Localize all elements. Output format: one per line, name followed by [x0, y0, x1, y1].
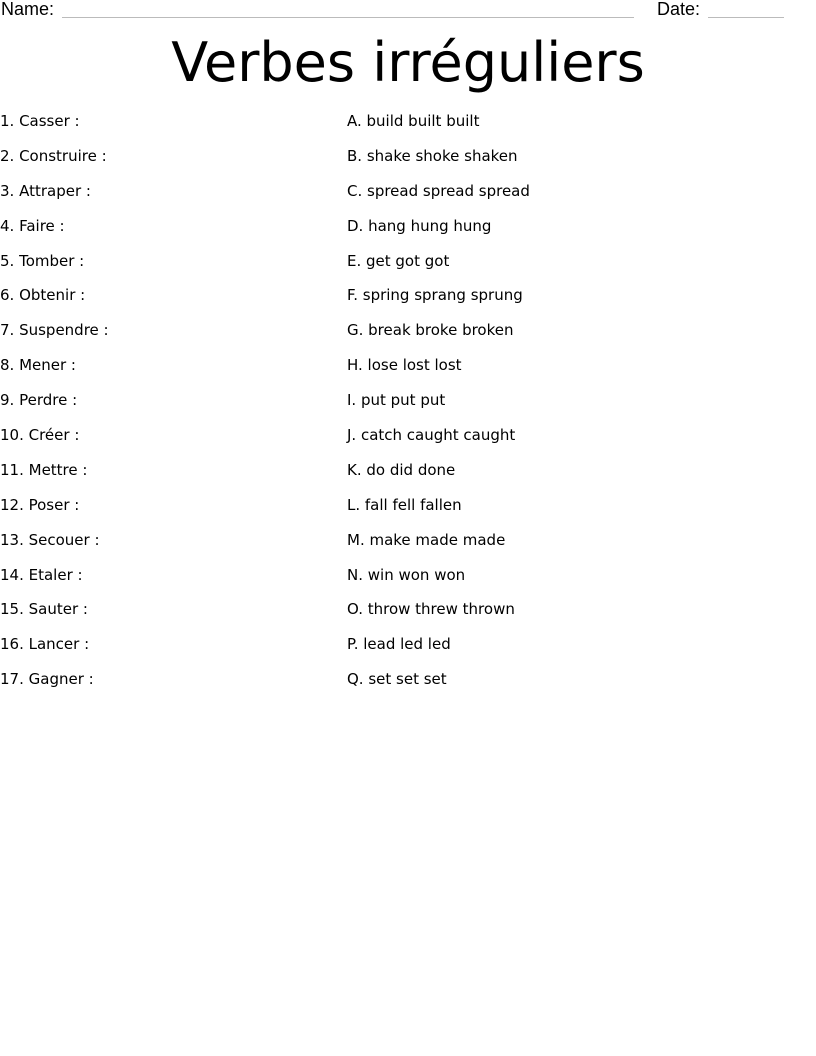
- answer-item: M. make made made: [347, 530, 506, 549]
- answer-item: E. get got got: [347, 251, 450, 270]
- page-title: Verbes irréguliers: [171, 31, 645, 94]
- answer-item: K. do did done: [347, 460, 456, 479]
- question-item: 15. Sauter :: [0, 600, 88, 619]
- question-item: 13. Secouer :: [0, 530, 100, 549]
- question-item: 4. Faire :: [0, 216, 65, 235]
- question-item: 8. Mener :: [0, 356, 76, 375]
- answer-item: D. hang hung hung: [347, 216, 492, 235]
- answer-item: B. shake shoke shaken: [347, 146, 518, 165]
- question-item: 5. Tomber :: [0, 251, 85, 270]
- answer-list: [347, 111, 767, 704]
- question-item: 6. Obtenir :: [0, 286, 86, 305]
- question-item: 10. Créer :: [0, 426, 80, 445]
- answer-item: L. fall fell fallen: [347, 495, 462, 514]
- question-list: [0, 111, 330, 704]
- answer-item: Q. set set set: [347, 670, 447, 689]
- answer-item: I. put put put: [347, 391, 446, 410]
- question-item: 17. Gagner :: [0, 670, 94, 689]
- question-item: 7. Suspendre :: [0, 321, 109, 340]
- question-item: 14. Etaler :: [0, 565, 83, 584]
- answer-item: G. break broke broken: [347, 321, 514, 340]
- answer-item: J. catch caught caught: [347, 426, 516, 445]
- worksheet-header: [0, 0, 816, 22]
- question-item: 11. Mettre :: [0, 460, 88, 479]
- answer-item: F. spring sprang sprung: [347, 286, 523, 305]
- answer-item: P. lead led led: [347, 635, 451, 654]
- question-item: 2. Construire :: [0, 146, 107, 165]
- answer-item: C. spread spread spread: [347, 181, 530, 200]
- name-label: Name:: [1, 0, 55, 19]
- answer-item: H. lose lost lost: [347, 356, 462, 375]
- name-blank-line[interactable]: [62, 17, 634, 18]
- answer-item: N. win won won: [347, 565, 466, 584]
- answer-item: A. build built built: [347, 112, 480, 130]
- answer-item: O. throw threw thrown: [347, 600, 515, 619]
- date-label: Date:: [657, 0, 701, 19]
- question-item: 1. Casser :: [0, 112, 80, 130]
- question-item: 16. Lancer :: [0, 635, 90, 654]
- question-item: 9. Perdre :: [0, 391, 78, 410]
- question-item: 3. Attraper :: [0, 181, 91, 200]
- question-item: 12. Poser :: [0, 495, 80, 514]
- date-blank-line[interactable]: [708, 17, 784, 18]
